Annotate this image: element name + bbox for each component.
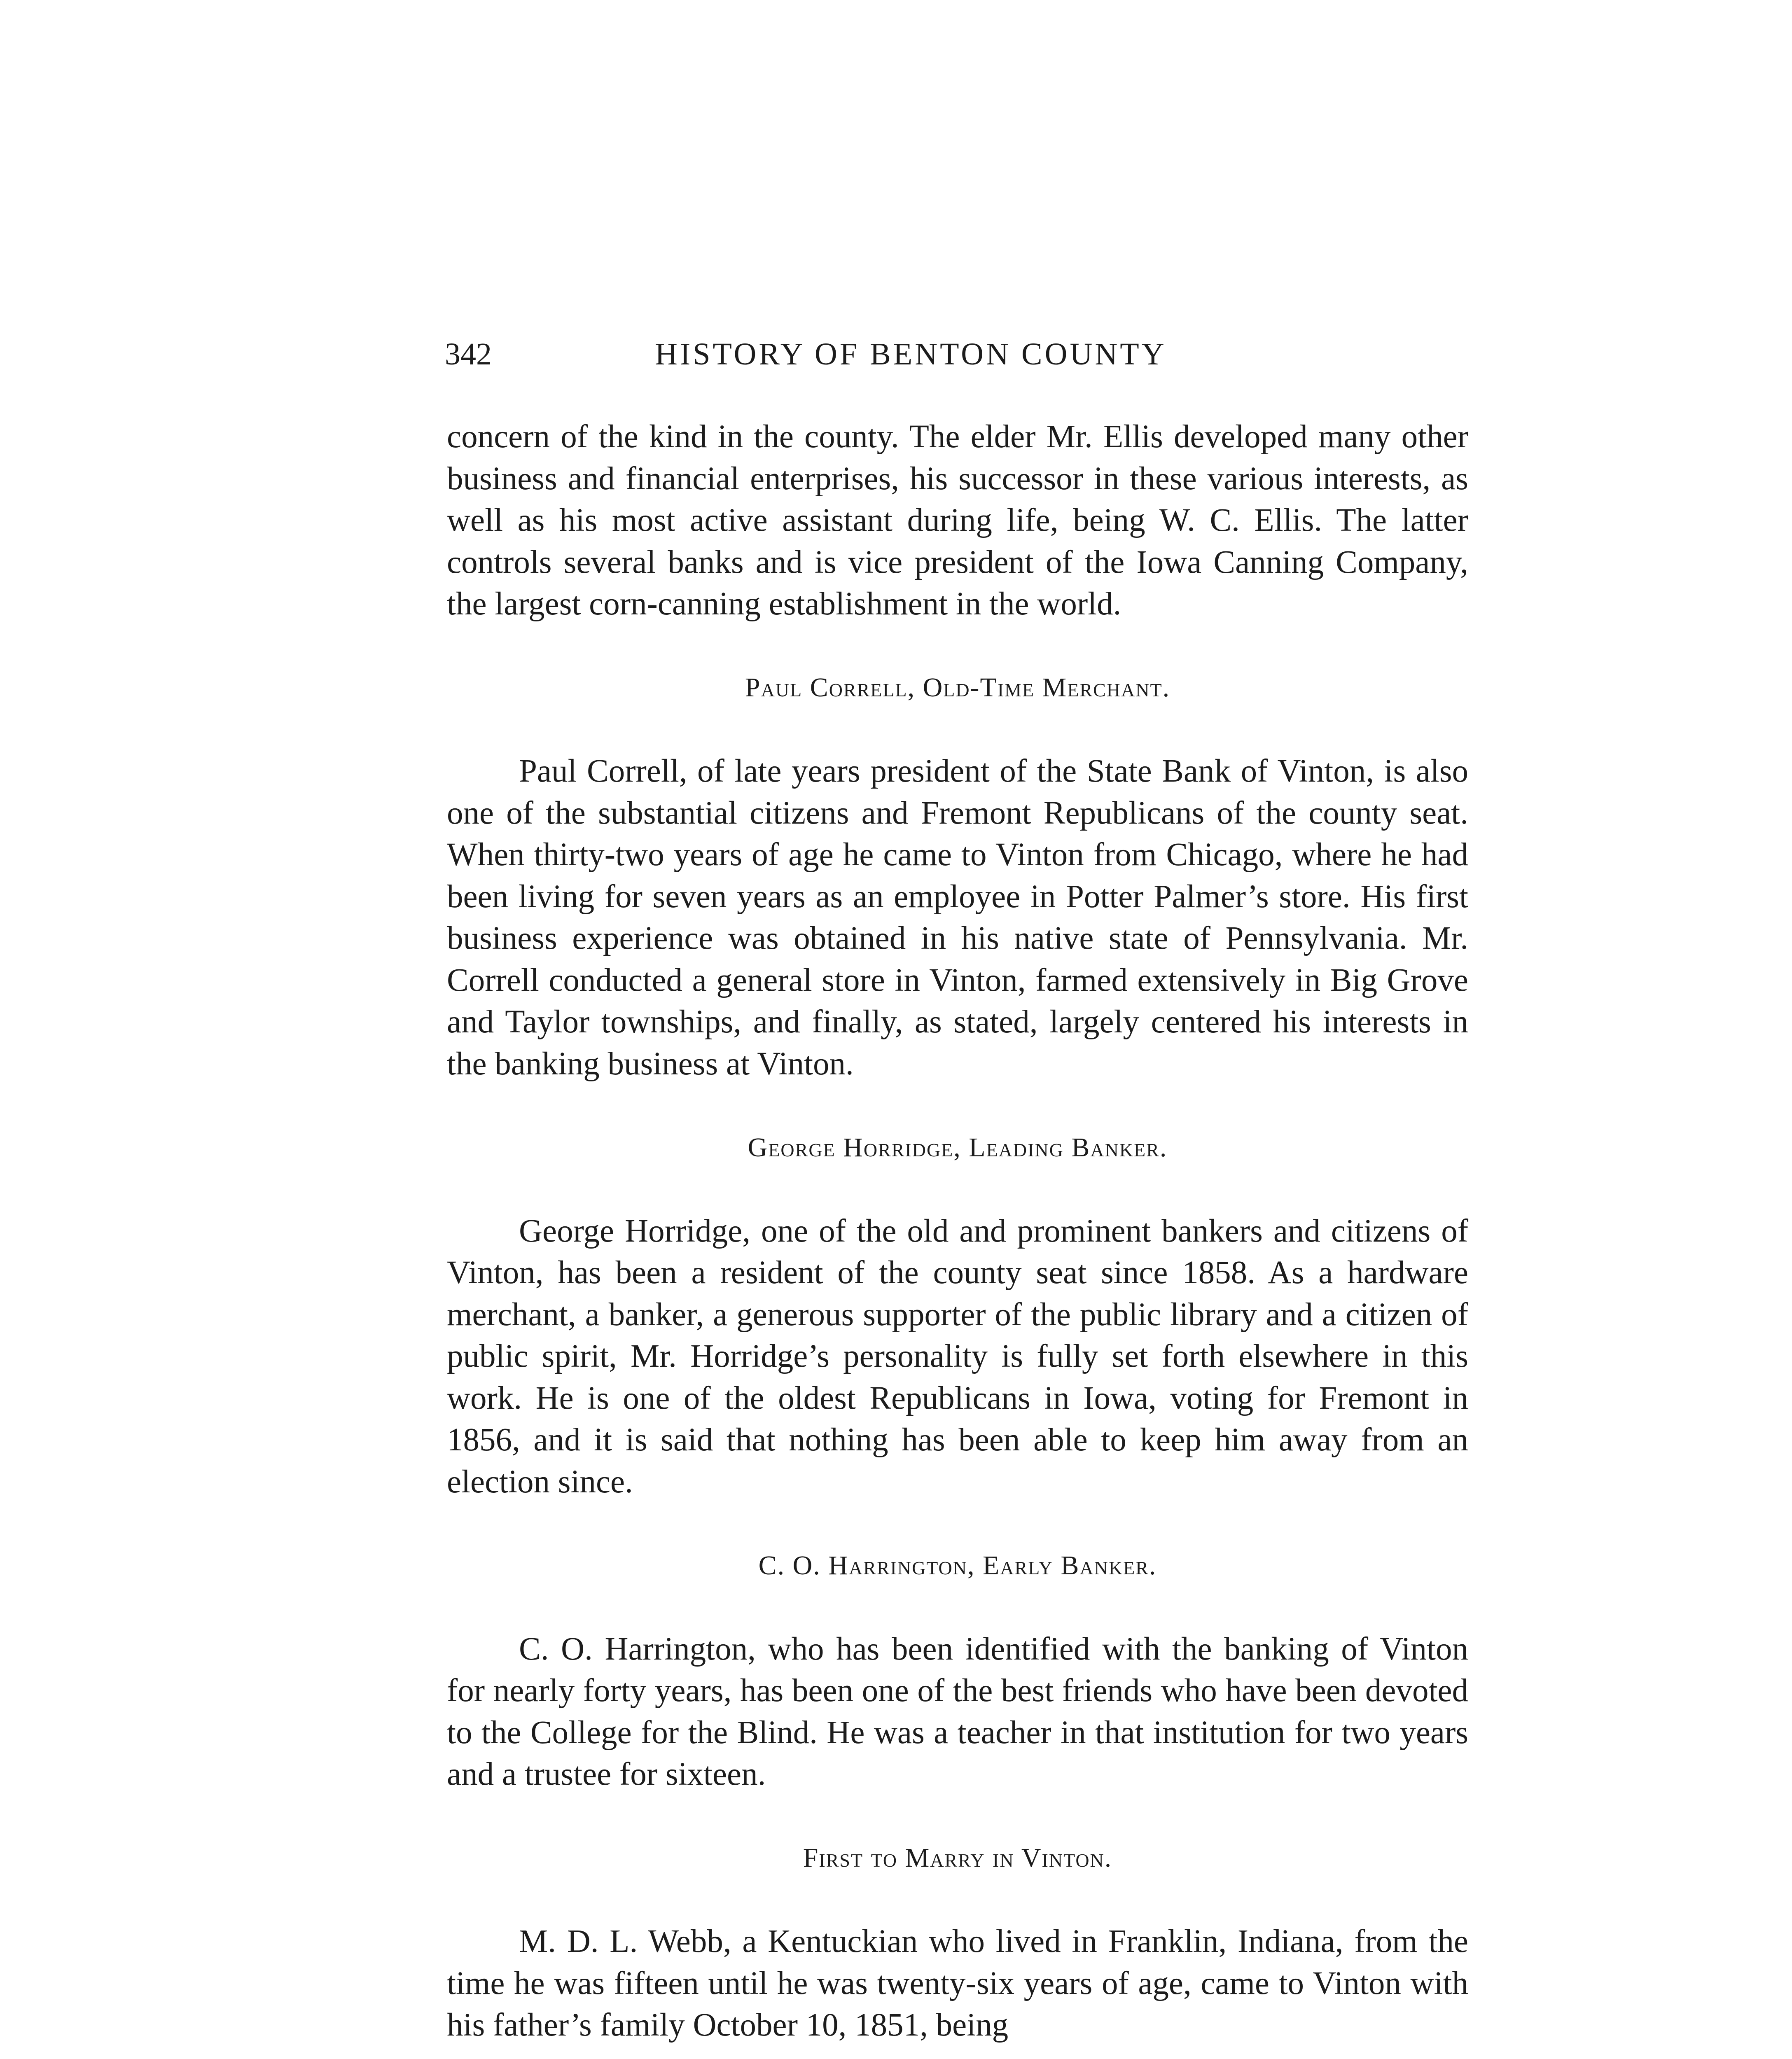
paragraph-webb: M. D. L. Webb, a Kentuckian who lived in Franklin, Indiana, from the time he was fifteen until he was twenty-six years of age, came to Vinton with his father’s family October 10, 1851, being xyxy=(447,1924,1468,2043)
paragraph-horridge: George Horridge, one of the old and prominent bankers and citizens of Vinton, has been a resident of the county seat since 1858. As a hardware merchant, a banker, a generous supporter of the public library and a citizen of public spirit, Mr. Horridge’s personality is fully set forth elsewhere in this work. He is one of the oldest Republicans in Iowa, voting for Fremont in 1856, and it is said that nothing has been able to keep him away from an election since. xyxy=(447,1213,1468,1500)
running-head xyxy=(445,329,1474,379)
section-heading-horridge: George Horridge, Leading Banker. xyxy=(748,1132,1168,1163)
section-heading-correll: Paul Correll, Old-Time Merchant. xyxy=(745,672,1171,703)
paragraph-harrington: C. O. Harrington, who has been identified with the banking of Vinton for nearly forty years, has been one of the best friends who have been devoted to the College for the Blind. He was a teacher in that institution for two years and a trustee for sixteen. xyxy=(447,1631,1468,1792)
text-block xyxy=(447,416,1468,2046)
paragraph-correll: Paul Correll, of late years president of the State Bank of Vinton, is also one of the substantial citizens and Fremont Republicans of the county seat. When thirty-two years of age he came to Vinton from Chicago, where he had been living for seven years as an employee in Potter Palmer’s store. His first business experience was obtained in his native state of Pennsylvania. Mr. Correll conducted a general store in Vinton, farmed extensively in Big Grove and Taylor townships, and finally, as stated, largely centered his interests in the banking business at Vinton. xyxy=(447,753,1468,1082)
continuation-paragraph: concern of the kind in the county. The elder Mr. Ellis developed many other business and financial enterprises, his successor in these various interests, as well as his most active assistant during life, being W. C. Ellis. The latter controls several banks and is vice president of the Iowa Canning Company, the largest corn-canning establishment in the world. xyxy=(447,419,1468,622)
section-heading-harrington: C. O. Harrington, Early Banker. xyxy=(758,1550,1157,1580)
running-title: HISTORY OF BENTON COUNTY xyxy=(655,337,1167,371)
section-heading-first-to-marry: First to Marry in Vinton. xyxy=(803,1843,1112,1873)
page-number: 342 xyxy=(445,337,492,371)
